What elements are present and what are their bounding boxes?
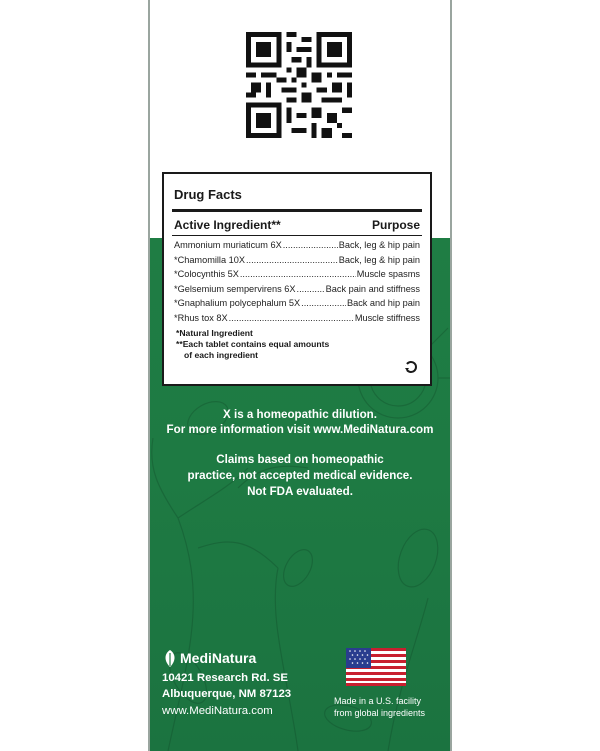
leaf-icon <box>162 650 178 667</box>
facts-header-row <box>174 218 420 232</box>
brand-name: MediNatura <box>180 650 257 666</box>
claims-line-3: Not FDA evaluated. <box>247 485 353 498</box>
purpose-header: Purpose <box>371 218 420 232</box>
ingredient-row <box>174 311 420 326</box>
ingredient-name: *Rhus tox 8X <box>174 312 228 323</box>
ingredient-row <box>174 267 420 282</box>
ingredient-name: *Gelsemium sempervirens 6X <box>174 283 296 294</box>
claims-line-1: Claims based on homeopathic <box>216 453 384 466</box>
leader-dots <box>283 238 338 253</box>
active-ingredient-header: Active Ingredient** <box>174 218 281 232</box>
ingredient-purpose: Back, leg & hip pain <box>338 254 420 265</box>
leader-dots <box>301 296 346 311</box>
equal-amounts-note-cont: of each ingredient <box>184 350 259 360</box>
facts-thin-rule <box>172 235 422 236</box>
homeopathic-dilution-text: X is a homeopathic dilution. <box>223 408 377 421</box>
ingredient-name: Ammonium muriaticum 6X <box>174 240 282 250</box>
website-text: www.MediNatura.com <box>162 705 273 717</box>
ingredient-purpose: Back pain and stiffness <box>325 283 420 294</box>
leader-dots <box>246 253 338 268</box>
equal-amounts-note: **Each tablet contains equal amounts <box>176 339 330 349</box>
ingredient-row <box>174 253 420 268</box>
natural-ingredient-note: *Natural Ingredient <box>176 328 253 338</box>
ingredient-purpose: Back, leg & hip pain <box>338 240 420 250</box>
ingredient-purpose: Muscle spasms <box>356 269 420 280</box>
ingredient-row <box>174 296 420 311</box>
panel-left-edge <box>148 0 150 751</box>
ingredient-purpose: Back and hip pain <box>346 298 420 309</box>
ingredient-name: *Colocynthis 5X <box>174 269 239 280</box>
claims-line-2: practice, not accepted medical evidence. <box>187 469 413 482</box>
leader-dots <box>297 282 325 297</box>
drug-facts-title: Drug Facts <box>174 187 242 202</box>
ingredient-name: *Chamomilla 10X <box>174 254 245 265</box>
address-line-2: Albuquerque, NM 87123 <box>162 688 292 700</box>
facts-heavy-rule <box>172 209 422 212</box>
panel-right-edge <box>450 0 452 751</box>
medinatura-logo <box>162 650 272 668</box>
ingredient-list <box>174 238 420 326</box>
leader-dots <box>229 311 354 326</box>
made-in-usa-text: Made in a U.S. facility <box>334 696 422 706</box>
leader-dots <box>240 267 356 282</box>
ingredient-purpose: Muscle stiffness <box>354 312 420 323</box>
us-flag-icon <box>346 648 406 686</box>
global-ingredients-text: from global ingredients <box>334 708 426 718</box>
ingredient-row <box>174 282 420 297</box>
qr-code[interactable] <box>246 32 352 138</box>
ingredient-row <box>174 238 420 253</box>
drug-facts-box <box>162 172 432 386</box>
address-line-1: 10421 Research Rd. SE <box>162 672 289 684</box>
ingredient-name: *Gnaphalium polycephalum 5X <box>174 298 301 309</box>
more-info-text: For more information visit www.MediNatura.com <box>166 423 434 436</box>
continue-arrow-icon <box>404 360 418 374</box>
package-panel <box>148 0 452 751</box>
